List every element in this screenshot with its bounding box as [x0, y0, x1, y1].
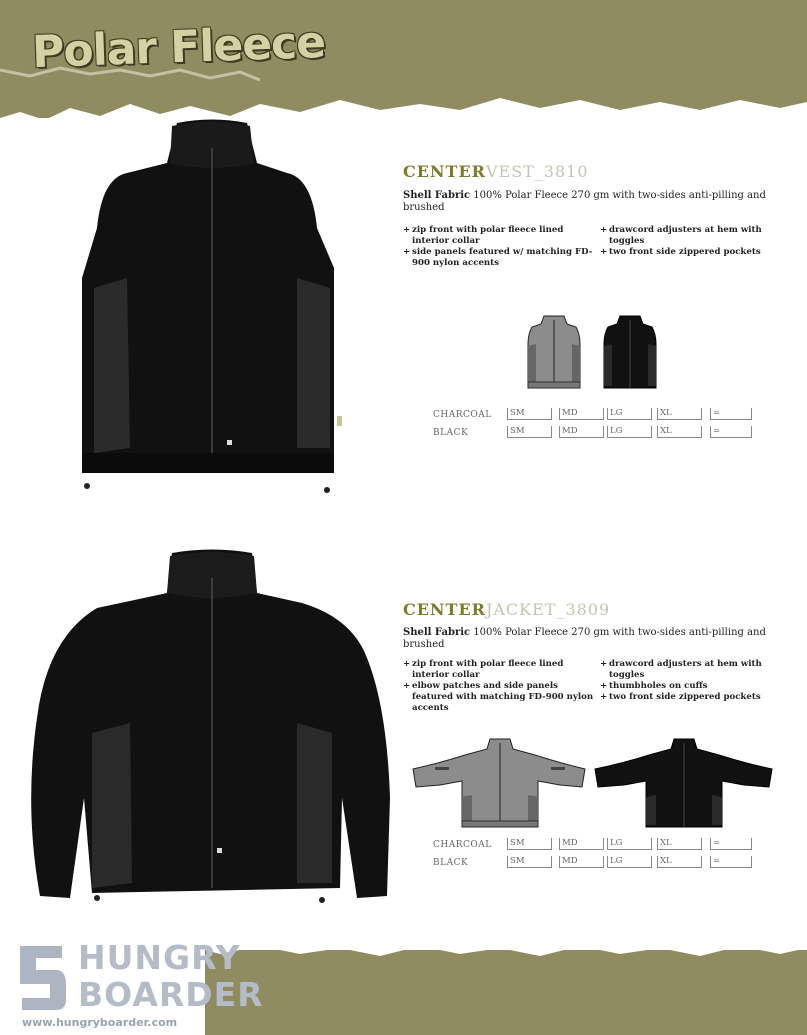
- list-item: + two front side zippered pockets: [600, 692, 761, 702]
- jacket-flat-charcoal: [410, 737, 590, 829]
- product-title-vest: [403, 162, 589, 181]
- jacket-photo: [22, 548, 392, 908]
- jacket-flat-black: [594, 737, 774, 829]
- fabric-text: 100% Polar Fleece 270 gm with two-sides anti-pilling and brushed: [403, 627, 766, 650]
- size-cell[interactable]: SM: [507, 838, 552, 850]
- color-label: CHARCOAL: [433, 840, 492, 850]
- fabric-text: 100% Polar Fleece 270 gm with two-sides anti-pilling and brushed: [403, 190, 766, 213]
- list-item: + drawcord adjusters at hem with toggles: [600, 659, 762, 680]
- size-grid-jacket: [433, 838, 773, 874]
- product-brand: CENTER: [403, 600, 486, 619]
- size-row: [433, 838, 793, 852]
- size-grid-vest: [433, 408, 773, 444]
- color-label: BLACK: [433, 428, 469, 438]
- size-cell[interactable]: XL: [657, 426, 702, 438]
- size-cell[interactable]: =: [710, 408, 752, 420]
- fabric-label: Shell Fabric: [403, 190, 471, 201]
- size-row: [433, 408, 793, 422]
- product-brand: CENTER: [403, 162, 486, 181]
- fabric-label: Shell Fabric: [403, 627, 471, 638]
- product-description: [403, 627, 783, 651]
- logo-text-boarder: BOARDER: [78, 975, 264, 1014]
- product-model: VEST_3810: [485, 162, 589, 181]
- size-cell[interactable]: =: [710, 426, 752, 438]
- size-row: [433, 856, 793, 870]
- vest-photo: [72, 118, 357, 503]
- feature-list: [403, 225, 803, 275]
- page-title: Polar Fleece: [31, 16, 326, 79]
- color-label: CHARCOAL: [433, 410, 492, 420]
- size-cell[interactable]: XL: [657, 856, 702, 868]
- size-cell[interactable]: XL: [657, 838, 702, 850]
- size-cell[interactable]: SM: [507, 856, 552, 868]
- list-item: + zip front with polar fleece lined interior collar: [403, 225, 564, 246]
- size-cell[interactable]: SM: [507, 408, 552, 420]
- size-cell[interactable]: MD: [559, 408, 604, 420]
- size-cell[interactable]: LG: [607, 856, 652, 868]
- size-cell[interactable]: MD: [559, 426, 604, 438]
- list-item: + two front side zippered pockets: [600, 247, 761, 257]
- product-description: [403, 190, 783, 214]
- size-cell[interactable]: XL: [657, 408, 702, 420]
- product-title-jacket: [403, 600, 610, 619]
- product-model: JACKET_3809: [485, 600, 611, 619]
- size-cell[interactable]: MD: [559, 838, 604, 850]
- website-link[interactable]: www.hungryboarder.com: [22, 1016, 178, 1029]
- size-cell[interactable]: =: [710, 856, 752, 868]
- feature-list: [403, 659, 803, 719]
- size-cell[interactable]: LG: [607, 838, 652, 850]
- logo-text-hungry: HUNGRY: [78, 938, 241, 977]
- size-cell[interactable]: =: [710, 838, 752, 850]
- vest-flat-charcoal: [524, 314, 584, 390]
- vest-flat-black: [600, 314, 660, 390]
- list-item: + side panels featured w/ matching FD-900 nylon accents: [403, 247, 593, 268]
- size-cell[interactable]: SM: [507, 426, 552, 438]
- size-row: [433, 426, 793, 440]
- list-item: + elbow patches and side panels featured with matching FD-900 nylon accents: [403, 681, 594, 713]
- logo-icon: [18, 942, 66, 1012]
- list-item: + thumbholes on cuffs: [600, 681, 708, 691]
- color-label: BLACK: [433, 858, 469, 868]
- size-cell[interactable]: MD: [559, 856, 604, 868]
- list-item: + drawcord adjusters at hem with toggles: [600, 225, 762, 246]
- size-cell[interactable]: LG: [607, 426, 652, 438]
- size-cell[interactable]: LG: [607, 408, 652, 420]
- list-item: + zip front with polar fleece lined interior collar: [403, 659, 564, 680]
